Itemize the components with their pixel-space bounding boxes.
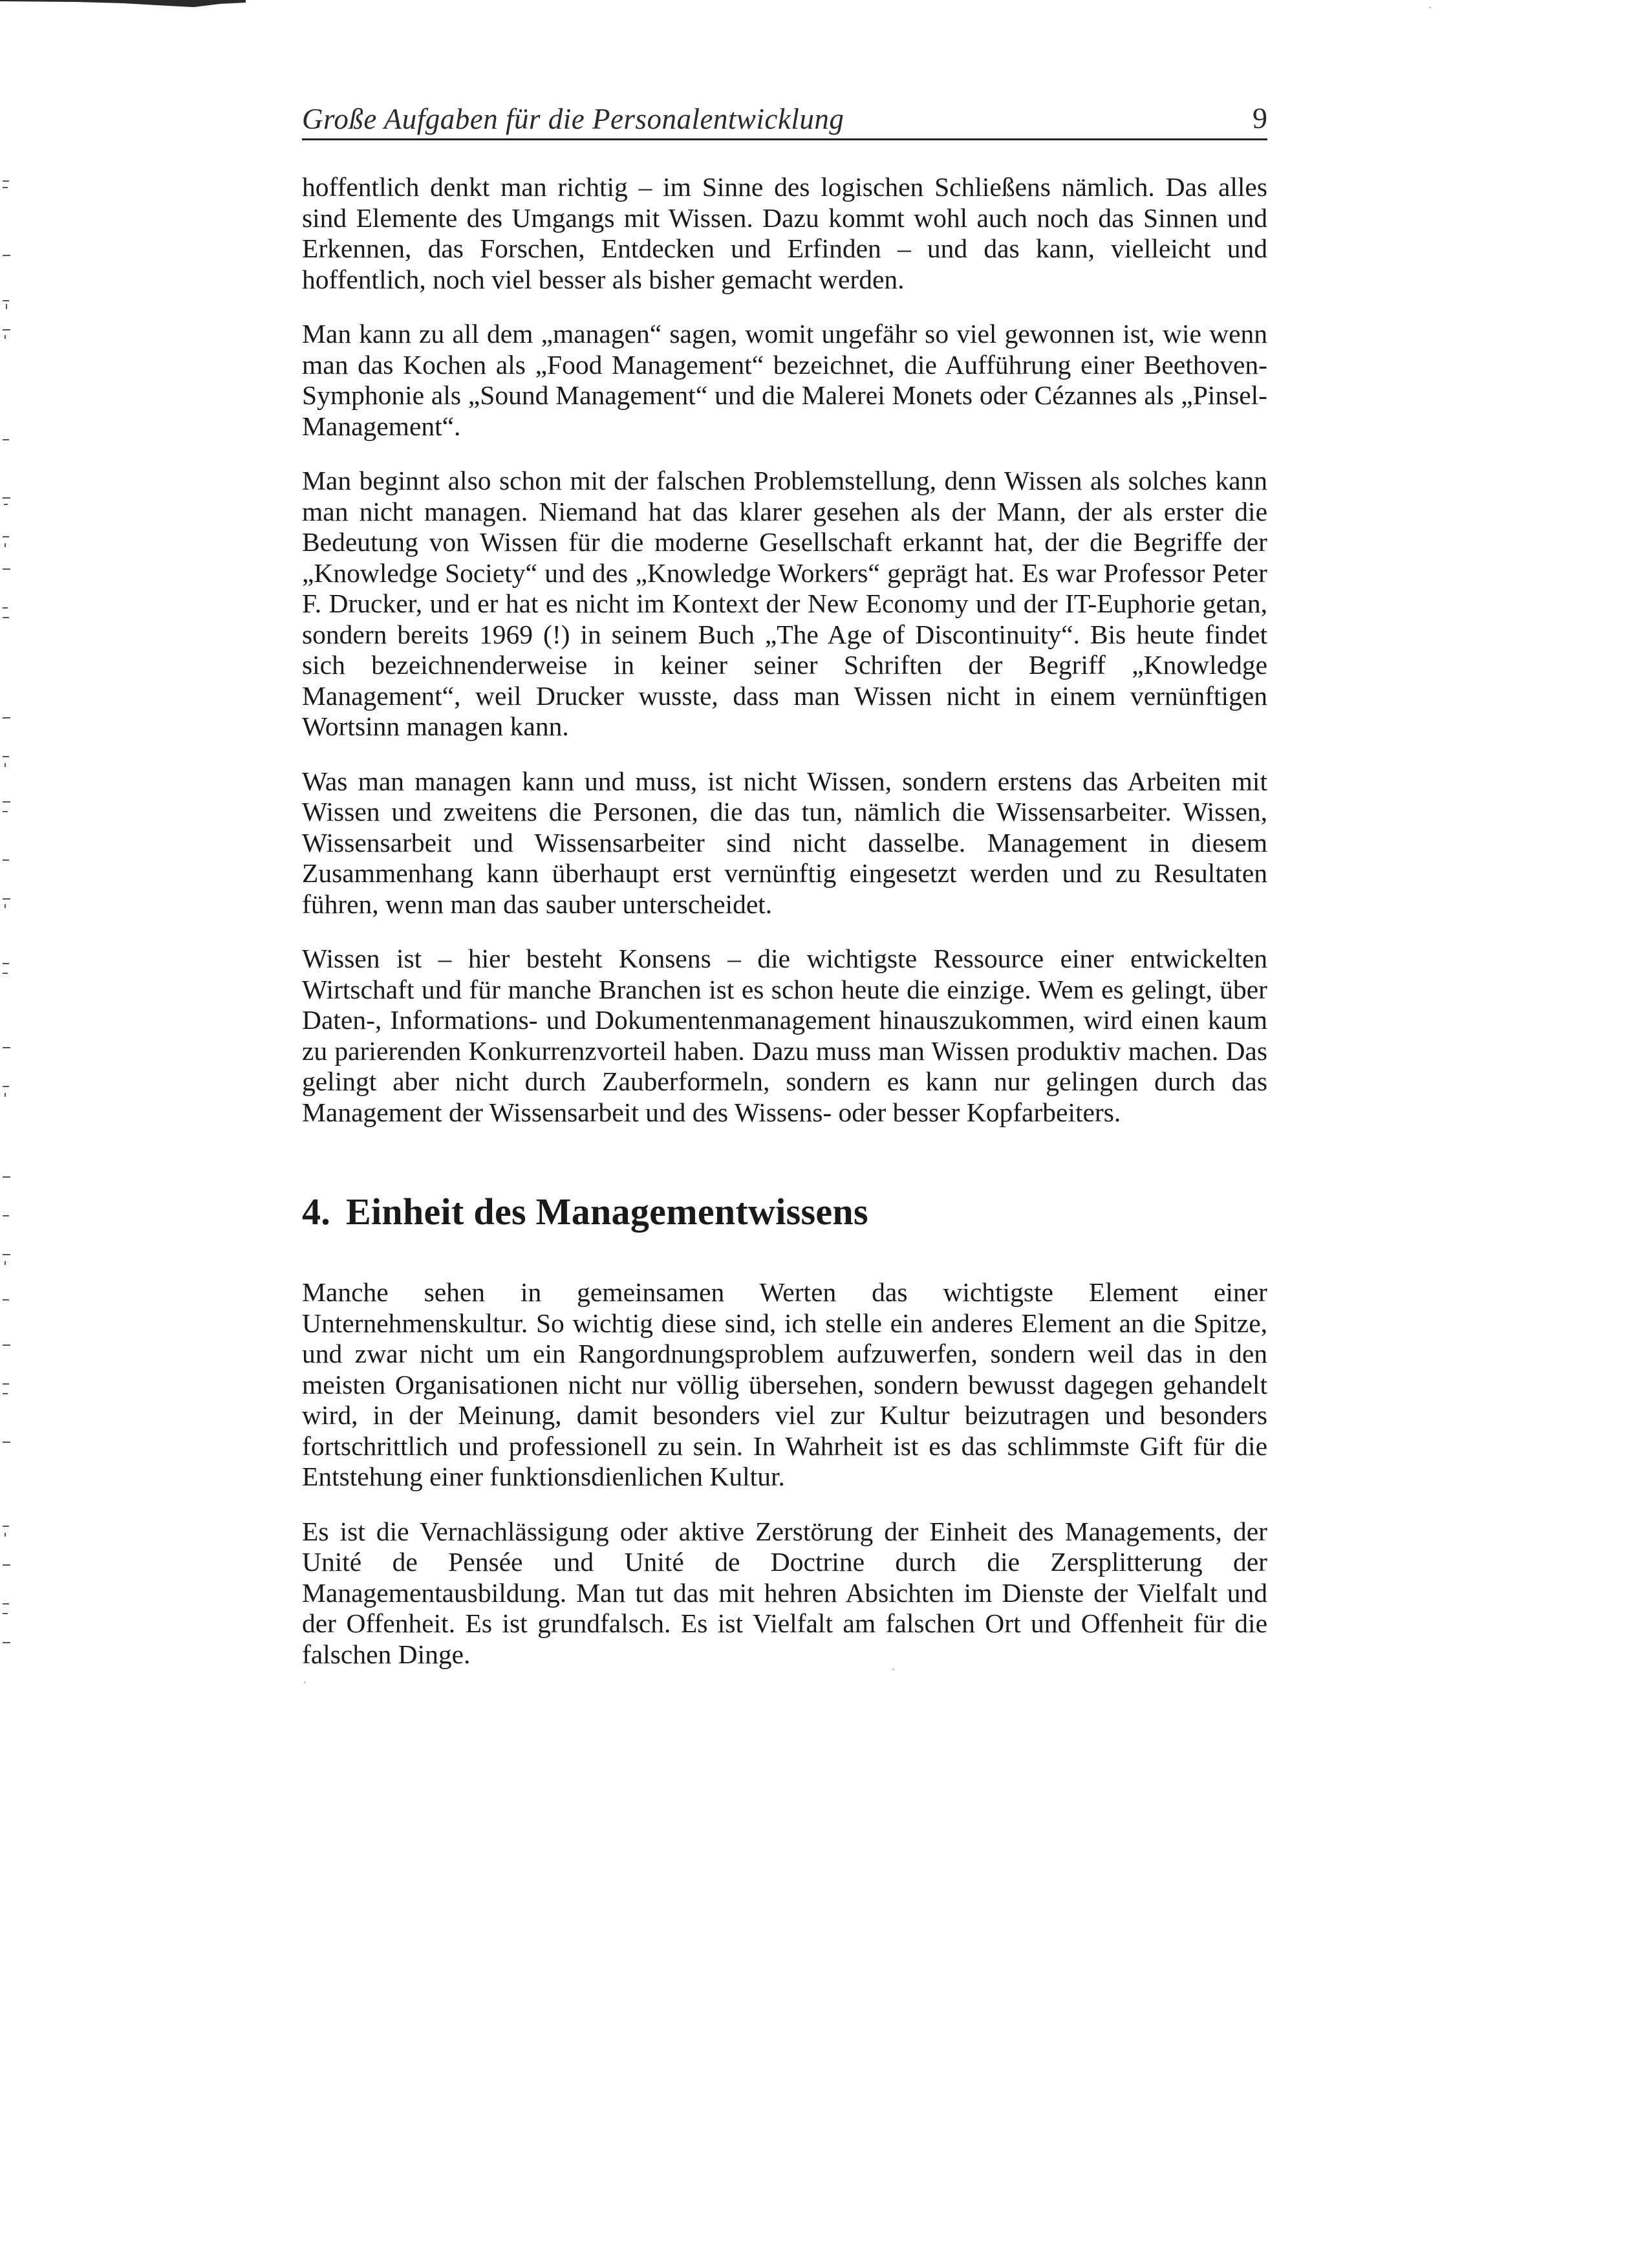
section-number: 4.	[302, 1191, 331, 1233]
scan-speck	[1429, 6, 1431, 8]
paragraph: Man kann zu all dem „managen“ sagen, womit ungefähr so viel gewonnen ist, wie wenn man das Kochen als „Food Management“ bezeichnet, die Aufführung einer Beethoven-Symphonie als „Sound Management“ und die Malerei Monets oder Cézannes als „Pinsel-Management“.	[302, 319, 1267, 441]
scan-edge-artifact	[0, 0, 246, 9]
body-text-block	[302, 1277, 1267, 1694]
body-text-block	[302, 172, 1267, 1152]
running-header-title: Große Aufgaben für die Personalentwicklung	[302, 103, 844, 135]
paragraph: Man beginnt also schon mit der falschen Problemstellung, denn Wissen als solches kann man nicht managen. Niemand hat das klarer gesehen als der Mann, der als erster die Bedeutung von Wissen für die moderne Gesellschaft erkannt hat, der die Begriffe der „Knowledge Society“ und des „Knowledge Workers“ geprägt hat. Es war Professor Peter F. Drucker, und er hat es nicht im Kontext der New Economy und der IT-Euphorie getan, sondern bereits 1969 (!) in seinem Buch „The Age of Discontinuity“. Bis heute findet sich bezeichnenderweise in keiner seiner Schriften der Begriff „Knowledge Management“, weil Drucker wusste, dass man Wissen nicht in einem vernünftigen Wortsinn managen kann.	[302, 466, 1267, 741]
section-heading	[302, 1190, 1267, 1233]
paragraph: Was man managen kann und muss, ist nicht Wissen, sondern erstens das Arbeiten mit Wissen und zweitens die Personen, die das tun, nämlich die Wissensarbeiter. Wissen, Wissensarbeit und Wissensarbeiter sind nicht dasselbe. Management in diesem Zusammenhang kann überhaupt erst vernünftig eingesetzt werden und zu Resultaten führen, wenn man das sauber unterscheidet.	[302, 766, 1267, 919]
paragraph: Manche sehen in gemeinsamen Werten das wichtigste Element einer Unternehmenskultur. So wichtig diese sind, ich stelle ein anderes Element an die Spitze, und zwar nicht um ein Rangordnungsproblem aufzuwerfen, sondern weil das in den meisten Organisationen nicht nur völlig übersehen, sondern bewusst dagegen gehandelt wird, in der Meinung, damit besonders viel zur Kultur beizutragen und besonders fortschrittlich und professionell zu sein. In Wahrheit ist es das schlimmste Gift für die Entstehung einer funktionsdienlichen Kultur.	[302, 1277, 1267, 1491]
section-title: Einheit des Managementwissens	[346, 1191, 868, 1233]
running-header	[302, 98, 1267, 140]
paragraph: Es ist die Vernachlässigung oder aktive Zerstörung der Einheit des Managements, der Unité de Pensée und Unité de Doctrine durch die Zersplitterung der Managementausbildung. Man tut das mit hehren Absichten im Dienste der Vielfalt und der Offenheit. Es ist grundfalsch. Es ist Vielfalt am falschen Ort und Offenheit für die falschen Dinge.	[302, 1516, 1267, 1669]
paragraph: hoffentlich denkt man richtig – im Sinne des logischen Schließens nämlich. Das alles sind Elemente des Umgangs mit Wissen. Dazu kommt wohl auch noch das Sinnen und Erkennen, das Forschen, Entdecken und Erfinden – und das kann, vielleicht und hoffentlich, noch viel besser als bisher gemacht werden.	[302, 172, 1267, 294]
binding-shadow-marks	[0, 116, 18, 1733]
paragraph: Wissen ist – hier besteht Konsens – die wichtigste Ressource einer entwickelten Wirtschaft und für manche Branchen ist es schon heute die einzige. Wem es gelingt, über Daten-, Informations- und Dokumentenmanagement hinauszukommen, wird einen kaum zu parierenden Konkurrenzvorteil haben. Dazu muss man Wissen produktiv machen. Das gelingt aber nicht durch Zauberformeln, sondern es kann nur gelingen durch das Management der Wissensarbeit und des Wissens- oder besser Kopfarbeiters.	[302, 944, 1267, 1127]
page-number: 9	[1253, 102, 1267, 135]
